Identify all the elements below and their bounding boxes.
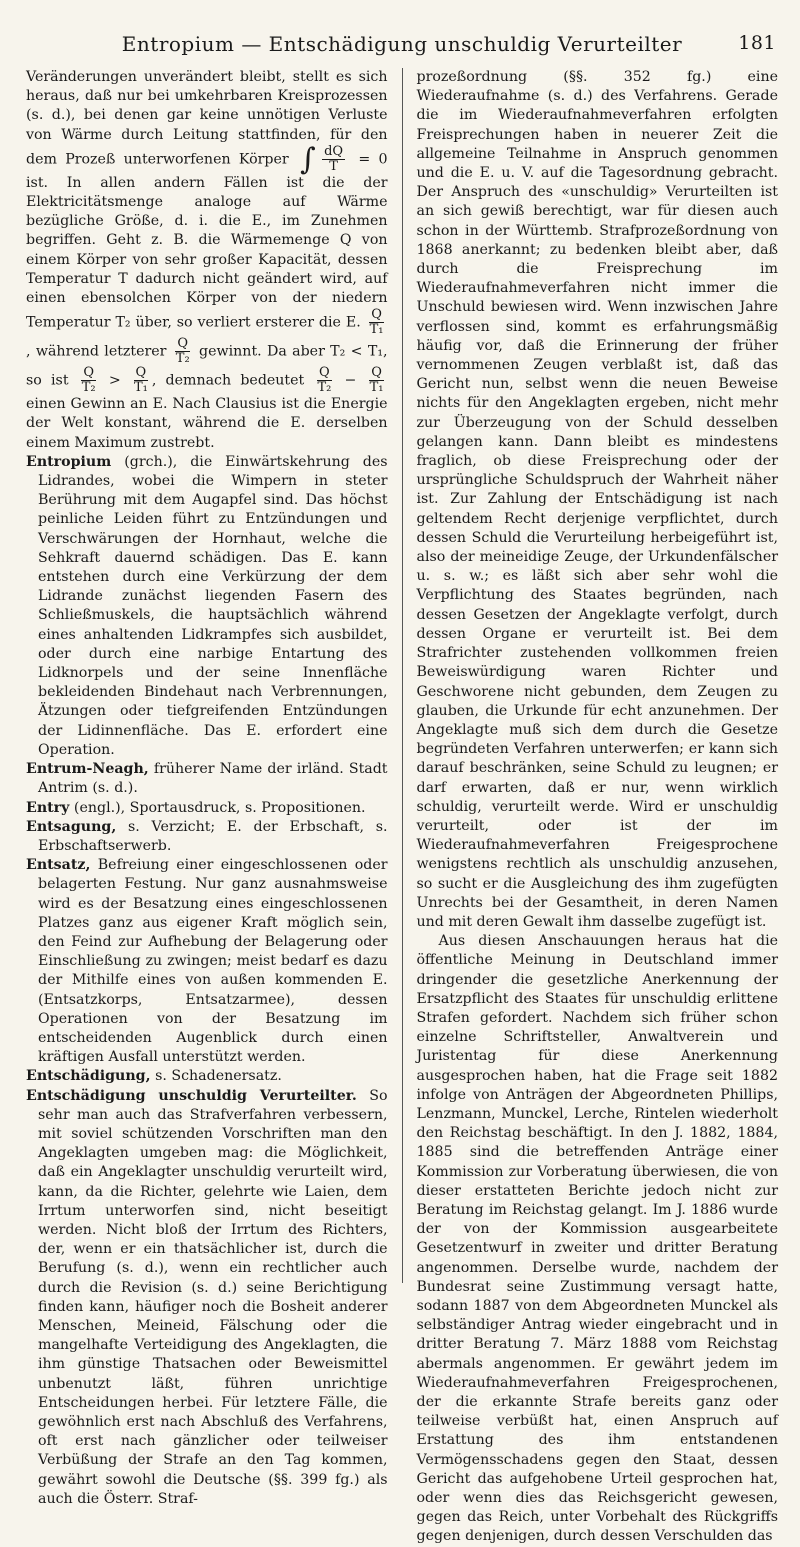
headword: Entsatz, xyxy=(26,857,91,874)
headword: Entropium xyxy=(26,453,112,470)
right-column xyxy=(416,68,778,1545)
text-columns xyxy=(26,68,778,1545)
entry-entry: Entry (engl.), Sportausdruck, s. Propositionen. xyxy=(26,799,366,816)
fraction: $\frac{Q}{\text{T₁}}$ xyxy=(369,365,384,396)
headword: Entsagung, xyxy=(26,818,117,835)
integral-sign: ∫ xyxy=(299,141,316,177)
page-number: 181 xyxy=(738,32,776,54)
headword: Entry xyxy=(26,799,70,816)
entry-entsatz: Entsatz, Befreiung einer eingeschlossenen oder belagerten Festung. Nur ganz ausnahmsweise wird es der Besatzung eines eingeschlossenen Platzes ganz aus eigener Kraft möglich sein, den Feind zur Aufhebung der Belagerung oder Einschließung zu zwingen; meist bedarf es dazu der Mithilfe eines von außen kommenden E. (Entsatzkorps, Entsatzarmee), dessen Operationen von der Besatzung im entscheidenden Augenblick durch einen kräftigen Ausfall unterstützt werden. xyxy=(26,857,388,1066)
column-rule xyxy=(402,68,403,1283)
fraction: $\frac{Q}{\text{T₂}}$ xyxy=(175,336,190,367)
integral-formula xyxy=(299,141,347,177)
running-head: Entropium — Entschädigung unschuldig Verurteilter xyxy=(121,32,683,56)
fraction: $\frac{Q}{\text{T₁}}$ xyxy=(369,307,384,338)
left-column xyxy=(26,68,388,1507)
entry-entropium: Entropium (grch.), die Einwärtskehrung des Lidrandes, wobei die Wimpern in steter Berührung mit dem Augapfel sind. Das höchst peinliche Leiden führt zu Entzündungen und Verschwärungen der Hornhaut, welche die Sehkraft dauernd schädigen. Das E. kann entstehen durch eine Verkürzung der dem Lidrande zunächst liegenden Fasern des Schließmuskels, die hauptsächlich während eines anhaltenden Lidkrampfes sich ausbildet, oder durch eine narbige Entartung des Lidknorpels und der seine Innenfläche bekleidenden Bindehaut nach Verbrennungen, Ätzungen oder tiefgreifenden Entzündungen der Lidinnenfläche. Das E. erfordert eine Operation. xyxy=(26,453,388,758)
paragraph: Aus diesen Anschauungen heraus hat die öffentliche Meinung in Deutschland immer dringender die gesetzliche Anerkennung der Ersatzpflicht des Staates für unschuldig erlittene Strafen gefordert. Nachdem sich früher schon einzelne Schriftsteller, Anwaltverein und Juristentag für diese Anerkennung ausgesprochen haben, hat die Frage seit 1882 infolge von Anträgen der Abgeordneten Phillips, Lenzmann, Munckel, Lerche, Rintelen wiederholt den Reichstag beschäftigt. In den J. 1882, 1884, 1885 sind die betreffenden Anträge einer Kommission zur Vorberatung überwiesen, die von dieser erstatteten Berichte jedoch nicht zur Beratung im Reichstag gelangt. Im J. 1886 wurde der von der Kommission ausgearbeitete Gesetzentwurf in zweiter und dritter Beratung angenommen. Derselbe wurde, nachdem der Bundesrat seine Zustimmung versagt hatte, sodann 1887 von dem Abgeordneten Munckel als selbständiger Antrag wieder eingebracht und in dritter Beratung 7. März 1888 vom Reichstag abermals angenommen. Er gewährt jedem im Wiederaufnahmeverfahren Freigesprochenen, der die erkannte Strafe bereits ganz oder teilweise verbüßt hat, einen Anspruch auf Erstattung des ihm entstandenen Vermögensschadens gegen den Staat, dessen Gericht das aufgehobene Urteil gesprochen hat, oder wenn dies das Reichsgericht gewesen, gegen das Reich, unter Vorbehalt des Rückgriffs gegen denjenigen, durch dessen Verschulden das xyxy=(416,933,778,1545)
headword: Entrum-Neagh, xyxy=(26,761,149,778)
entry-entschaedigung: Entschädigung, s. Schadenersatz. xyxy=(26,1068,282,1085)
entry-continuation: prozeßordnung (§§. 352 fg.) eine Wiederaufnahme (s. d.) des Verfahrens. Gerade die im Wiederaufnahmeverfahren erfolgten Freisprechungen haben in neuerer Zeit die allgemeine Teilnahme in Anspruch genommen und die E. u. V. auf die Tagesordnung gebracht. Der Anspruch des «unschuldig» Verurteilten ist an sich gewiß berechtigt, war für diesen auch schon in der Württemb. Strafprozeßordnung von 1868 anerkannt; zu bedenken bleibt aber, daß durch die Freisprechung im Wiederaufnahmeverfahren nicht immer die Unschuld bewiesen wird. Wenn inzwischen Jahre verflossen sind, kommt es erfahrungsmäßig häufig vor, daß die Erinnerung der früher vernommenen Zeugen verblaßt ist, daß das Gericht nun, selbst wenn die neuen Beweise nichts für den Angeklagten ergeben, nicht mehr zur Überzeugung von der Schuld desselben gelangen kann. Dann bleibt es mindestens fraglich, ob diese Freisprechung oder der ursprüngliche Schuldspruch der Wahrheit näher ist. Zur Zahlung der Entschädigung ist nach geltendem Recht derjenige verpflichtet, durch dessen Schuld die Verurteilung herbeigeführt ist, also der meineidige Zeuge, der Urkundenfälscher u. s. w.; es läßt sich aber sehr wohl die Verpflichtung des Staates begründen, nach dessen Gesetzen der Angeklagte verfolgt, durch dessen Organe er verurteilt ist. Bei dem Strafrichter zustehenden vollkommen freien Beweiswürdigung waren Richter und Geschworene nicht gebunden, dem Zeugen zu glauben, die Urkunde für echt anzunehmen. Der Angeklagte muß sich dem durch die Gesetze begründeten Verfahren unterwerfen; er kann sich darauf beschränken, seine Schuld zu leugnen; er darf erwarten, daß er nur, wenn wirklich schuldig, verurteilt werde. Wird er unschuldig verurteilt, oder ist der im Wiederaufnahmeverfahren Freigesprochene wenigstens rechtlich als unschuldig anzusehen, so sucht er die Ausgleichung des ihm zugefügten Unrechts bei der Gesamtheit, in deren Namen und mit deren Gewalt ihm dasselbe zugefügt ist. xyxy=(416,69,778,930)
headword: Entschädigung unschuldig Verurteilter. xyxy=(26,1087,357,1104)
fraction: $\frac{Q}{\text{T₂}}$ xyxy=(81,365,96,396)
headword: Entschädigung, xyxy=(26,1068,151,1085)
fraction: $\frac{Q}{\text{T₂}}$ xyxy=(317,365,332,396)
fraction: $\frac{Q}{\text{T₁}}$ xyxy=(133,365,148,396)
entry-entsagung: Entsagung, s. Verzicht; E. der Erbschaft, s. Erbschaftserwerb. xyxy=(26,818,388,854)
fraction: $\frac{dQ}{T}$ xyxy=(324,143,344,174)
entry-continuation: Veränderungen unverändert bleibt, stellt es sich heraus, daß nur bei umkehrbaren Kreisprozessen (s. d.), bei denen gar keine unnötigen Verluste von Wärme durch Leitung stattfinden, für den dem Prozeß unterworfenen Körper ∫ $\frac{dQ}{T}$ = 0 ist. In allen andern Fällen ist die der Elektricitätsmenge analoge auf Wärme bezügliche Größe, d. i. die E., im Zunehmen begriffen. Geht z. B. die Wärmemenge Q von einem Körper von sehr großer Kapacität, dessen Temperatur T dadurch nicht geändert wird, auf einen ebensolchen Körper von der niedern Temperatur T₂ über, so verliert ersterer die E. $\frac{Q}{\text{T₁}}$ , während letzterer $\frac{Q}{\text{T₂}}$ gewinnt. Da aber T₂ < T₁, so ist $\frac{Q}{\text{T₂}}$ > $\frac{Q}{\text{T₁}}$ , demnach bedeutet $\frac{Q}{\text{T₂}}$ − $\frac{Q}{\text{T₁}}$ einen Gewinn an E. Nach Clausius ist die Energie der Welt konstant, während die E. derselben einem Maximum zustrebt. xyxy=(26,69,388,451)
page-header xyxy=(26,28,778,68)
entry-entrum-neagh: Entrum-Neagh, früherer Name der irländ. Stadt Antrim (s. d.). xyxy=(26,761,388,797)
entry-entschaedigung-unschuldig-verurteilter: Entschädigung unschuldig Verurteilter. So sehr man auch das Strafverfahren verbessern, mit soviel schützenden Vorschriften man den Angeklagten umgeben mag: die Möglichkeit, daß ein Angeklagter unschuldig verurteilt wird, kann, da die Richter, gelehrte wie Laien, dem Irrtum unterworfen sind, nicht beseitigt werden. Nicht bloß der Irrtum des Richters, der, wenn er ein thatsächlicher ist, durch die Berufung (s. d.), wenn ein rechtlicher auch durch die Revision (s. d.) seine Berichtigung finden kann, häufiger noch die Bosheit anderer Menschen, Meineid, Fälschung oder die mangelhafte Verteidigung des Angeklagten, die ihm günstige Thatsachen oder Beweismittel unbenutzt läßt, führen unrichtige Entscheidungen herbei. Für letztere Fälle, die gewöhnlich erst nach Abschluß des Verfahrens, oft erst nach gänzlicher oder teilweiser Verbüßung der Strafe an den Tag kommen, gewährt sowohl die Deutsche (§§. 399 fg.) als auch die Österr. Straf- xyxy=(26,1087,388,1507)
